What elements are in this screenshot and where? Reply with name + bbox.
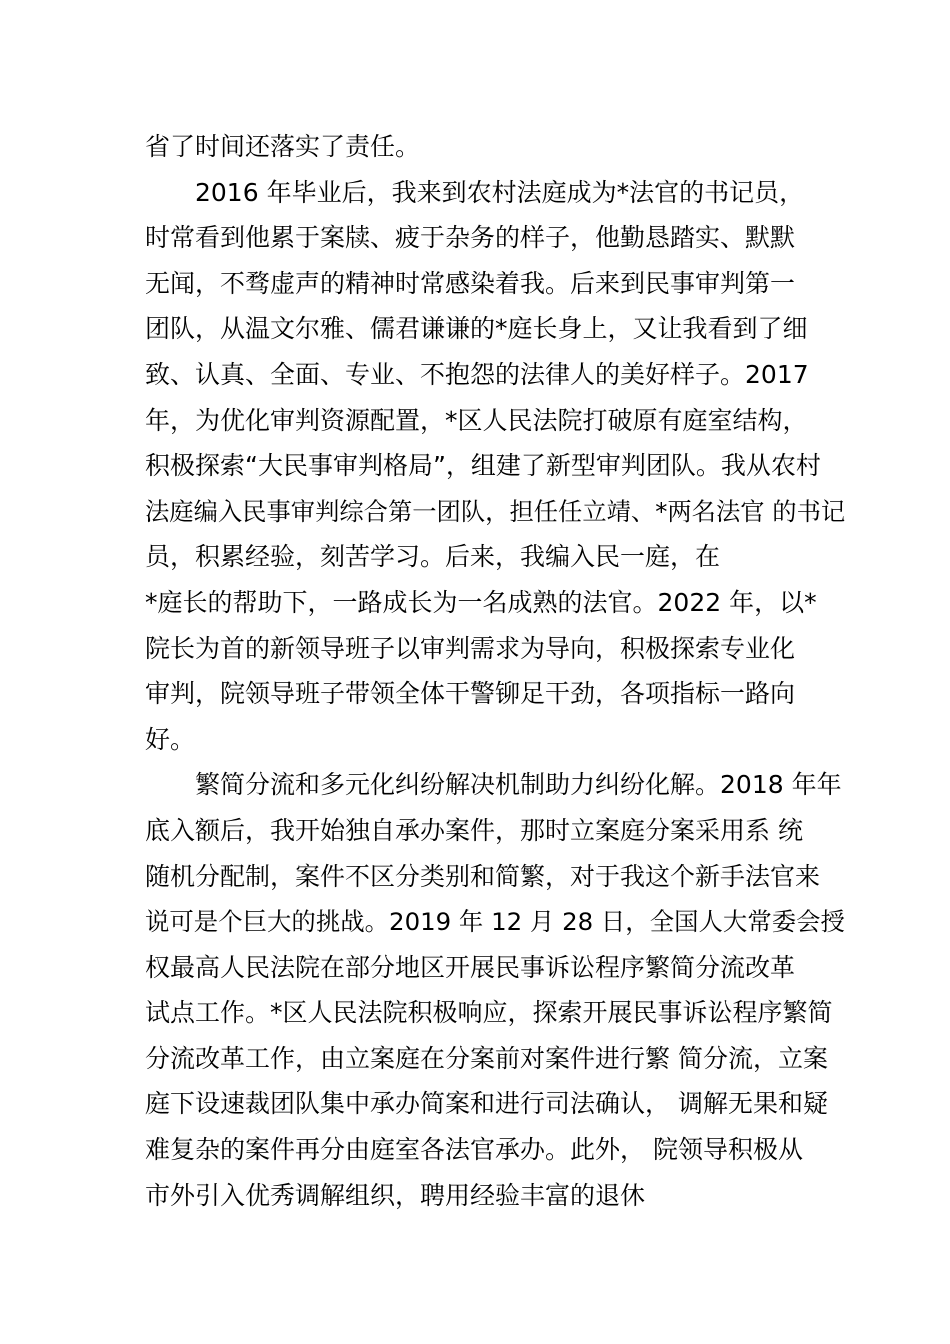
text-line: 随机分配制，案件不区分类别和简繁，对于我这个新手法官来: [145, 861, 821, 891]
text-line: 分流改革工作，由立案庭在分案前对案件进行繁 简分流，立案: [145, 1043, 828, 1073]
text-line: 积极探索“大民事审判格局”，组建了新型审判团队。我从农村: [145, 451, 821, 481]
text-line: 试点工作。*区人民法院积极响应，探索开展民事诉讼程序繁简: [145, 998, 833, 1028]
text-line: 2016 年毕业后，我来到农村法庭成为*法官的书记员，: [195, 177, 805, 207]
text-line: *庭长的帮助下，一路成长为一名成熟的法官。2022 年，以*: [145, 587, 817, 617]
text-line: 市外引入优秀调解组织，聘用经验丰富的退休: [145, 1180, 646, 1210]
text-line: 致、认真、全面、专业、不抱怨的法律人的美好样子。2017: [145, 359, 809, 389]
text-line: 法庭编入民事审判综合第一团队，担任任立靖、*两名法官 的书记: [145, 496, 846, 526]
text-line: 底入额后，我开始独自承办案件，那时立案庭分案采用系 统: [145, 815, 803, 845]
text-line: 权最高人民法院在部分地区开展民事诉讼程序繁简分流改革: [145, 952, 796, 982]
text-line: 团队，从温文尔雅、儒君谦谦的*庭长身上，又让我看到了细: [145, 314, 808, 344]
text-line: 庭下设速裁团队集中承办简案和进行司法确认， 调解无果和疑: [145, 1089, 828, 1119]
text-line: 院长为首的新领导班子以审判需求为导向，积极探索专业化: [145, 633, 796, 663]
text-line: 难复杂的案件再分由庭室各法官承办。此外， 院领导积极从: [145, 1135, 803, 1165]
text-line: 无闻，不骛虚声的精神时常感染着我。后来到民事审判第一: [145, 268, 796, 298]
text-line: 时常看到他累于案牍、疲于杂务的样子，他勤恳踏实、默默: [145, 223, 796, 253]
text-line: 审判，院领导班子带领全体干警铆足干劲，各项指标一路向: [145, 679, 796, 709]
text-line: 好。: [145, 724, 196, 754]
document-body: [145, 124, 845, 1218]
text-line: 年，为优化审判资源配置，*区人民法院打破原有庭室结构，: [145, 405, 808, 435]
text-line: 说可是个巨大的挑战。2019 年 12 月 28 日，全国人大常委会授: [145, 907, 845, 937]
text-line: 员，积累经验，刻苦学习。后来，我编入民一庭，在: [145, 542, 721, 572]
text-line: 省了时间还落实了责任。: [145, 132, 421, 161]
text-line: 繁简分流和多元化纠纷解决机制助力纠纷化解。2018 年年: [195, 770, 842, 800]
